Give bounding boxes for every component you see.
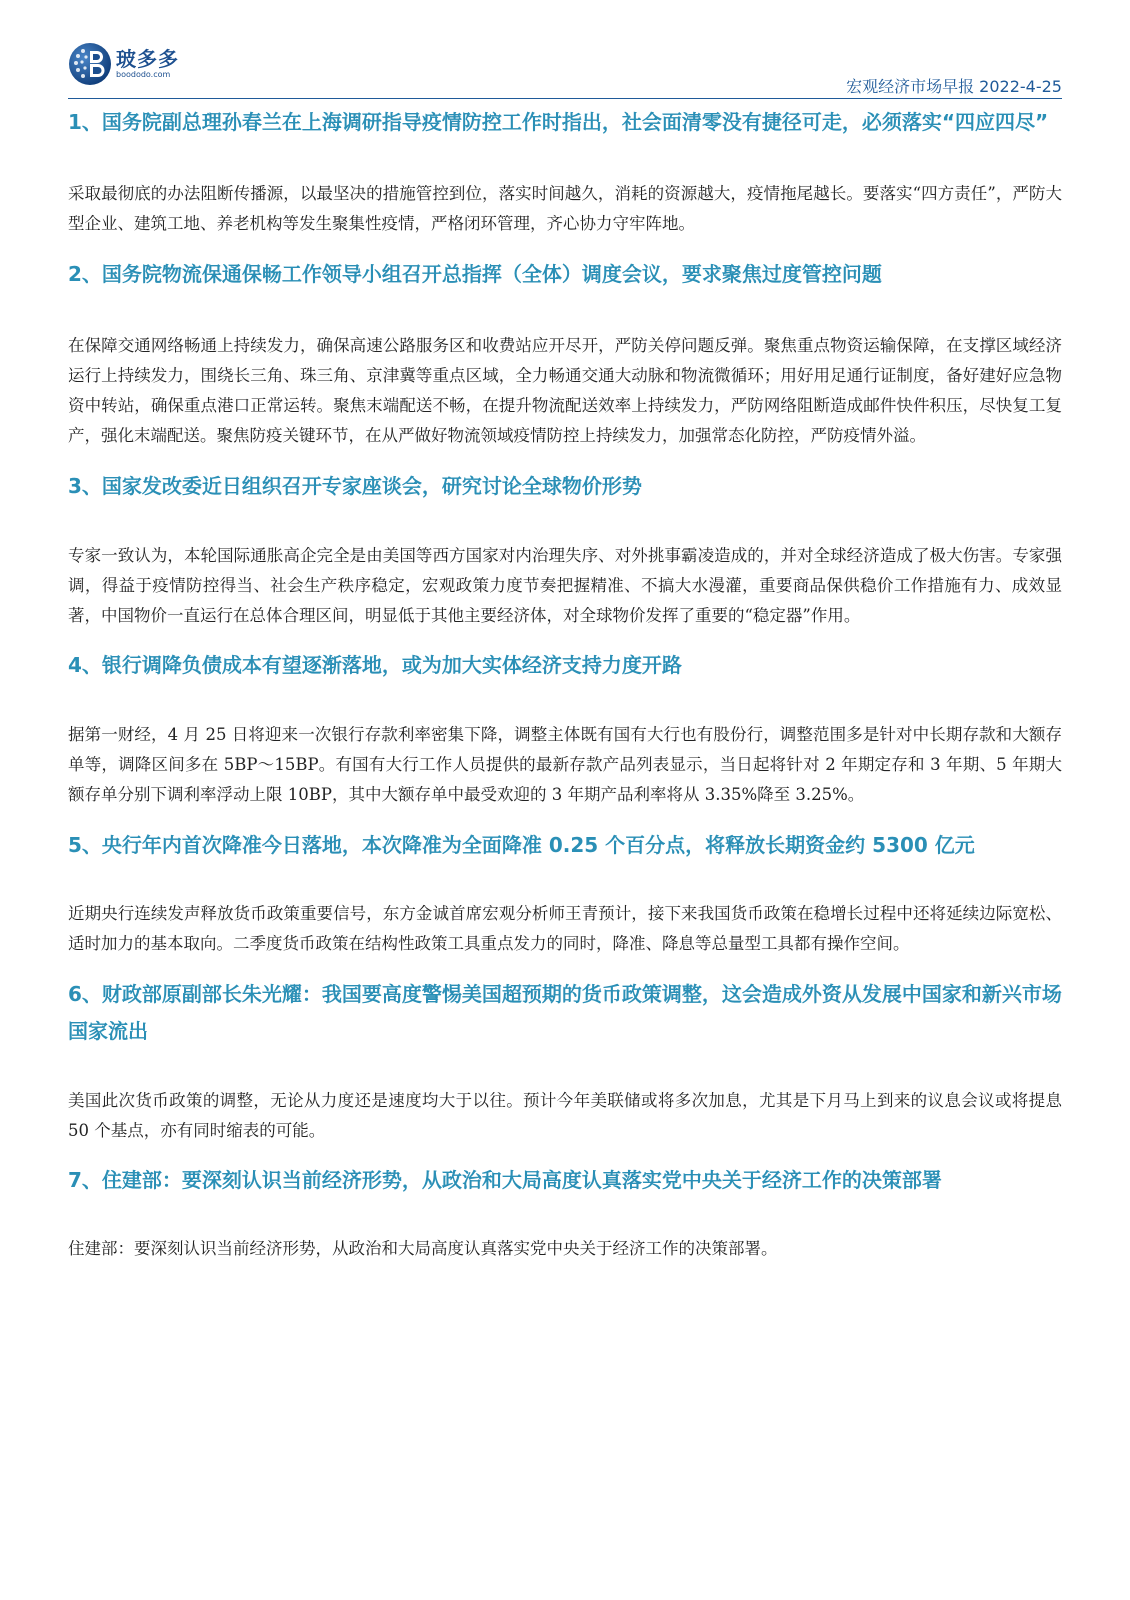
logo-name: 玻多多	[116, 47, 179, 71]
report-title: 宏观经济市场早报 2022-4-25	[846, 77, 1062, 96]
section-title: 5、央行年内首次降准今日落地，本次降准为全面降准 0.25 个百分点，将释放长期资金约 5300 亿元	[68, 833, 975, 857]
news-section-5	[68, 827, 1062, 959]
section-title: 6、财政部原副部长朱光耀：我国要高度警惕美国超预期的货币政策调整，这会造成外资从发展中国家和新兴市场国家流出	[68, 982, 1062, 1043]
section-title: 4、银行调降负债成本有望逐渐落地，或为加大实体经济支持力度开路	[68, 653, 682, 677]
page-header	[0, 0, 1130, 105]
brand-logo	[68, 42, 179, 86]
news-section-1	[68, 104, 1062, 239]
logo-icon	[68, 42, 112, 86]
section-body: 在保障交通网络畅通上持续发力，确保高速公路服务区和收费站应开尽开，严防关停问题反弹。聚焦重点物资运输保障，在支撑区域经济运行上持续发力，围绕长三角、珠三角、京津冀等重点区域，全力畅通交通大动脉和物流微循环；用好用足通行证制度，备好建好应急物资中转站，确保重点港口正常运转。聚焦末端配送不畅，在提升物流配送效率上持续发力，严防网络阻断造成邮件快件积压，尽快复工复产，强化末端配送。聚焦防疫关键环节，在从严做好物流领域疫情防控上持续发力，加强常态化防控，严防疫情外溢。	[68, 336, 1062, 445]
logo-domain: boododo.com	[116, 70, 171, 79]
section-title: 7、住建部：要深刻认识当前经济形势，从政治和大局高度认真落实党中央关于经济工作的决策部署	[68, 1168, 942, 1192]
section-title: 2、国务院物流保通保畅工作领导小组召开总指挥（全体）调度会议，要求聚焦过度管控问题	[68, 262, 882, 286]
section-body: 近期央行连续发声释放货币政策重要信号，东方金诚首席宏观分析师王青预计，接下来我国货币政策在稳增长过程中还将延续边际宽松、适时加力的基本取向。二季度货币政策在结构性政策工具重点发力的同时，降准、降息等总量型工具都有操作空间。	[68, 904, 1062, 953]
section-body: 专家一致认为，本轮国际通胀高企完全是由美国等西方国家对内治理失序、对外挑事霸凌造成的，并对全球经济造成了极大伤害。专家强调，得益于疫情防控得当、社会生产秩序稳定，宏观政策力度节奏把握精准、不搞大水漫灌，重要商品保供稳价工作措施有力、成效显著，中国物价一直运行在总体合理区间，明显低于其他主要经济体，对全球物价发挥了重要的“稳定器”作用。	[68, 546, 1062, 625]
section-body: 美国此次货币政策的调整，无论从力度还是速度均大于以往。预计今年美联储或将多次加息，尤其是下月马上到来的议息会议或将提息 50 个基点，亦有同时缩表的可能。	[68, 1091, 1062, 1140]
news-section-4	[68, 647, 1062, 810]
news-section-3	[68, 468, 1062, 631]
section-title: 3、国家发改委近日组织召开专家座谈会，研究讨论全球物价形势	[68, 474, 642, 498]
header-divider	[68, 98, 1062, 99]
section-body: 住建部：要深刻认识当前经济形势，从政治和大局高度认真落实党中央关于经济工作的决策部署。	[68, 1239, 778, 1258]
news-section-2	[68, 256, 1062, 451]
section-body: 采取最彻底的办法阻断传播源，以最坚决的措施管控到位，落实时间越久，消耗的资源越大，疫情拖尾越长。要落实“四方责任”，严防大型企业、建筑工地、养老机构等发生聚集性疫情，严格闭环管理，齐心协力守牢阵地。	[68, 184, 1062, 233]
news-section-6	[68, 976, 1062, 1146]
section-body: 据第一财经，4 月 25 日将迎来一次银行存款利率密集下降，调整主体既有国有大行也有股份行，调整范围多是针对中长期存款和大额存单等，调降区间多在 5BP～15BP。有国有大行工作人员提供的最新存款产品列表显示，当日起将针对 2 年期定存和 3 年期、5 年期大额存单分别下调利率浮动上限 10BP，其中大额存单中最受欢迎的 3 年期产品利率将从 3.35%降至 3.25%。	[68, 725, 1062, 804]
section-title: 1、国务院副总理孙春兰在上海调研指导疫情防控工作时指出，社会面清零没有捷径可走，必须落实“四应四尽”	[68, 110, 1049, 134]
news-section-7	[68, 1162, 1062, 1264]
news-content	[68, 104, 1062, 1264]
